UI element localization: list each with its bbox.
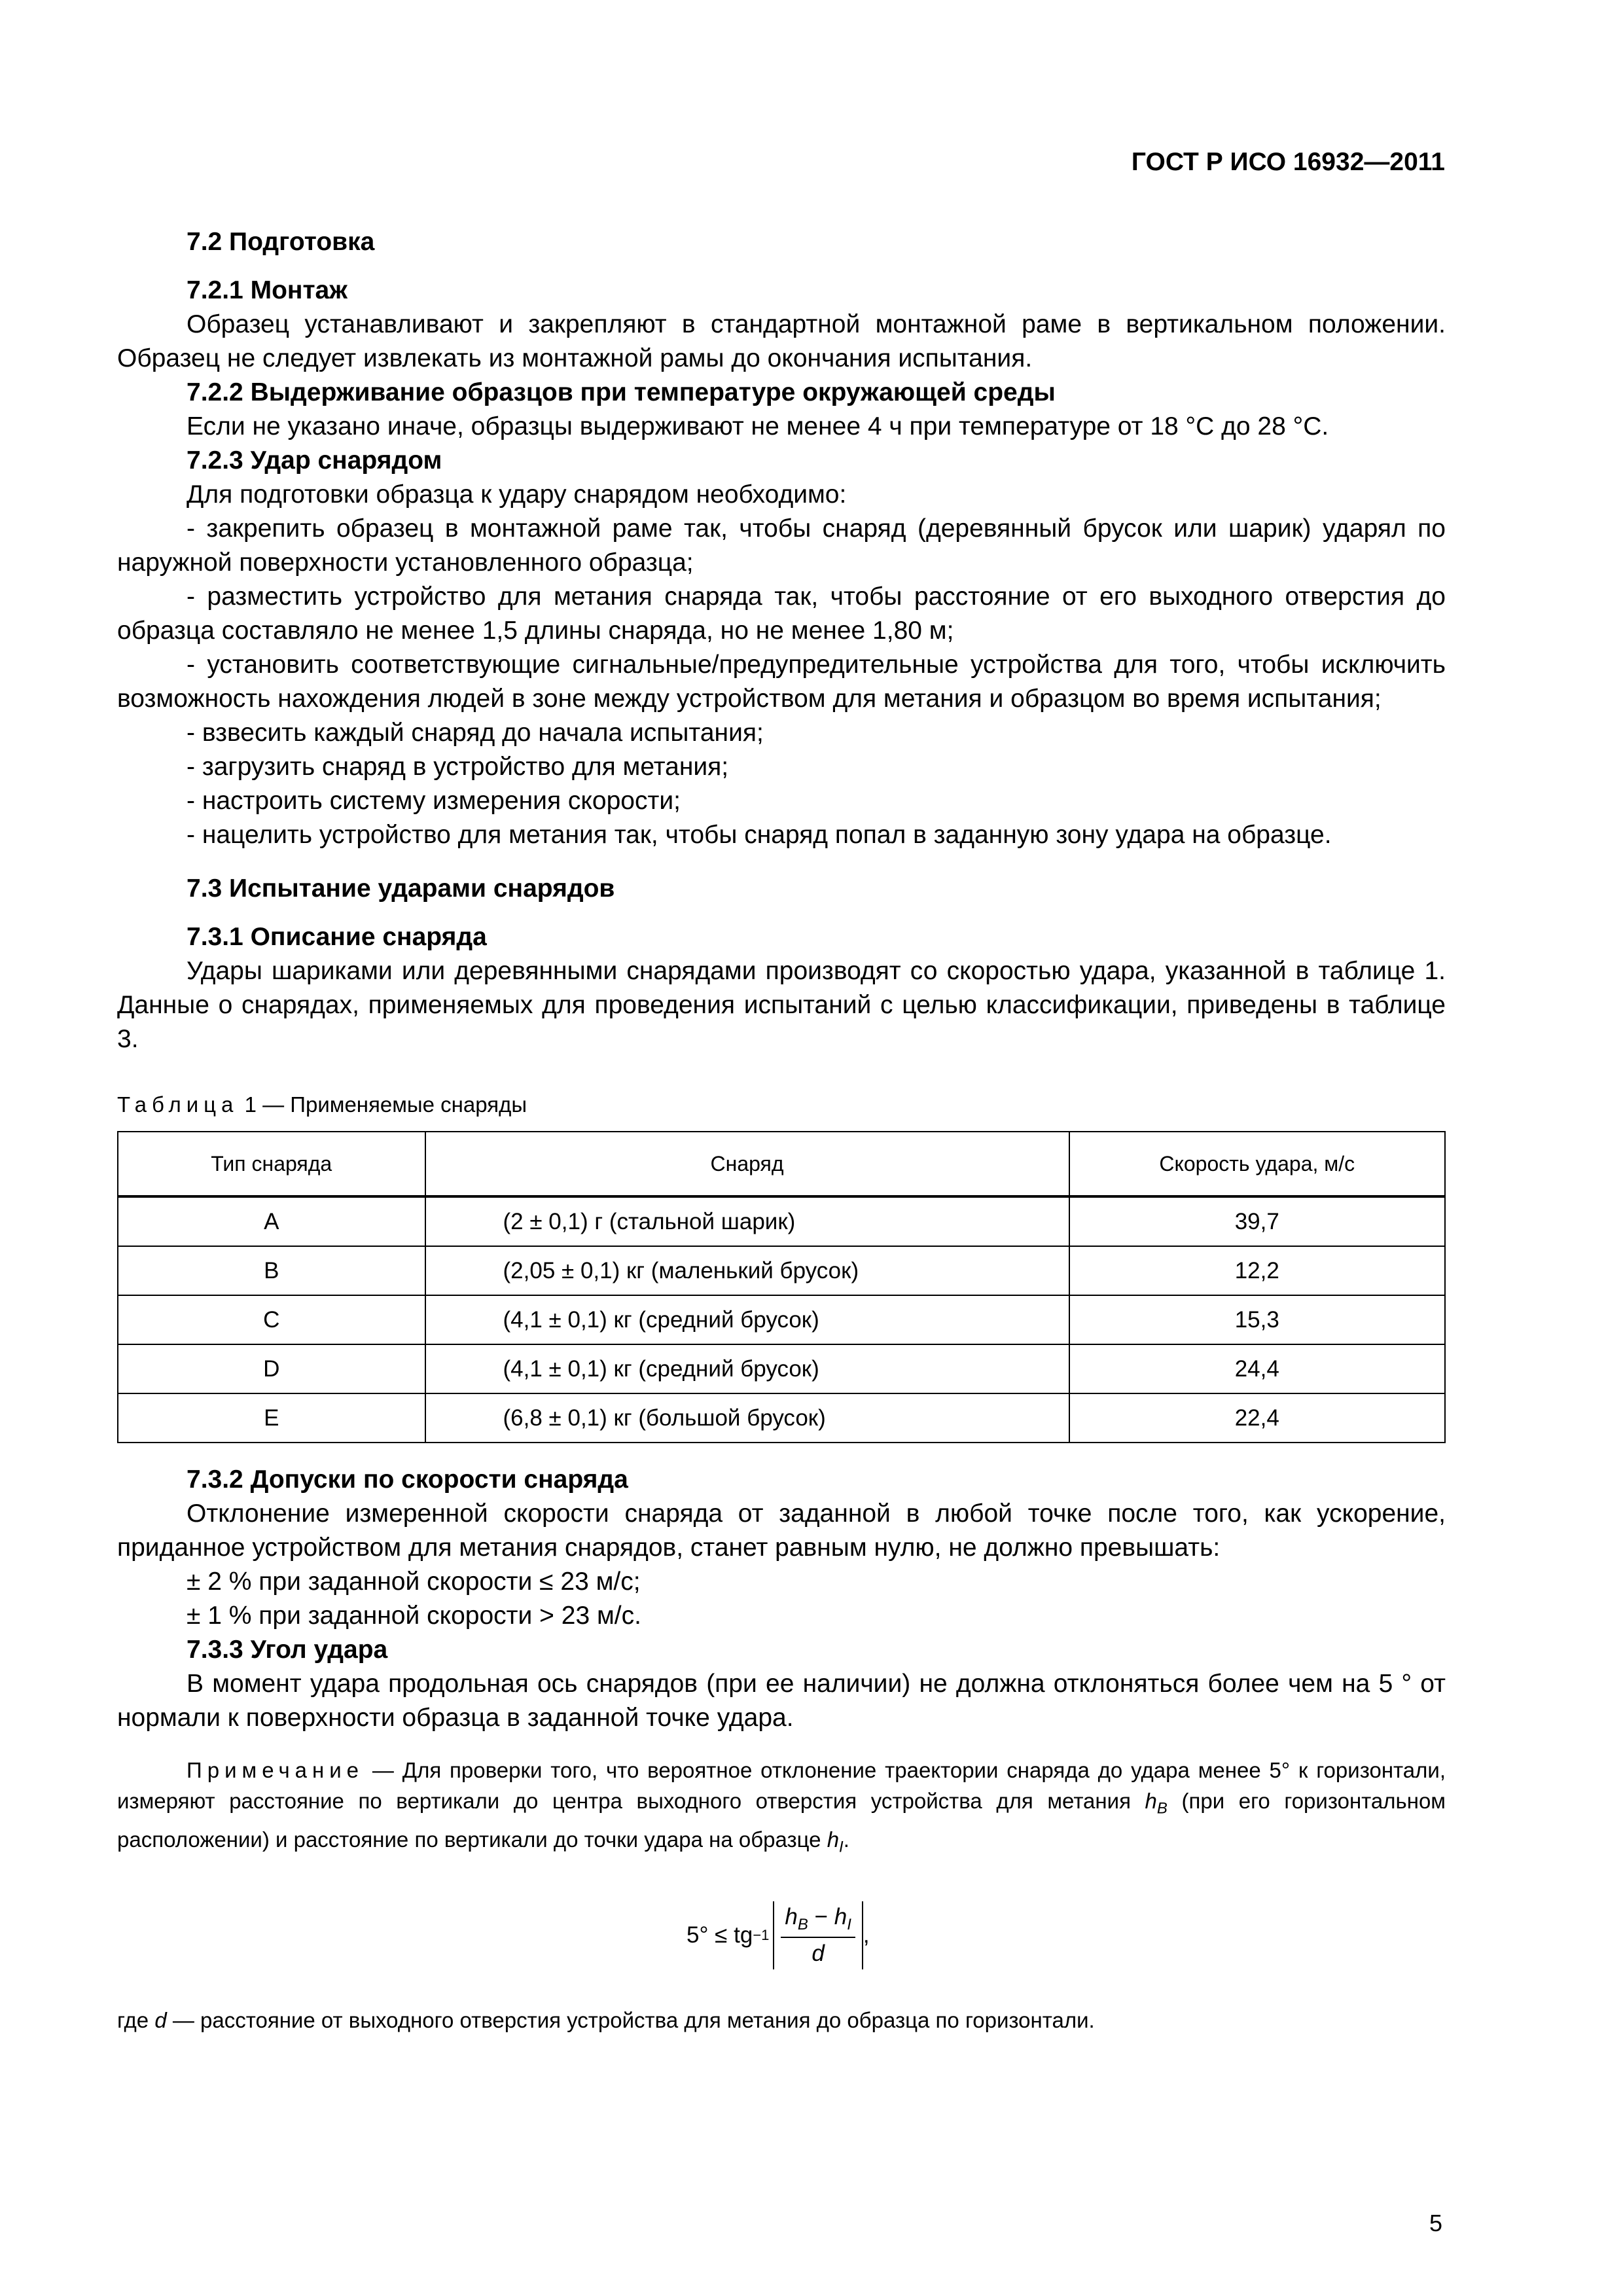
page-content [117,225,1446,2036]
cell-speed: 39,7 [1069,1196,1445,1246]
section-7-3-title: 7.3 Испытание ударами снарядов [187,874,615,903]
list-item: - загрузить снаряд в устройство для метания; [187,753,729,781]
formula-numerator [781,1904,855,1938]
cell-speed: 12,2 [1069,1246,1445,1295]
cell-type: B [118,1246,425,1295]
section-7-2-1-text: Образец устанавливают и закрепляют в стандартной монтажной раме в вертикальном положении. Образец не следует извлекать из монтажной рамы до окончания испытания. [117,310,1446,372]
formula [687,1901,870,1969]
section-7-2-3-intro: Для подготовки образца к удару снарядом необходимо: [187,480,847,509]
note-text-a: — Для проверки того, что вероятное отклонение траектории снаряда до удара менее 5° к горизонтали, измеряют расстояние по вертикали до центра выходного отверстия устройства для метания [117,1758,1446,1813]
cell-speed: 15,3 [1069,1295,1445,1344]
list-item: - установить соответствующие сигнальные/предупредительные устройства для того, чтобы исключить возможность нахождения людей в зоне между устройством для метания и образцом во время испытания; [117,651,1446,713]
projectiles-table [117,1131,1446,1443]
column-header-speed: Скорость удара, м/с [1069,1132,1445,1196]
tolerance-item: ± 2 % при заданной скорости ≤ 23 м/с; [187,1568,641,1596]
list-item: - настроить систему измерения скорости; [187,787,681,815]
list-item: - разместить устройство для метания снаряда так, чтобы расстояние от его выходного отверстия до образца составляло не менее 1,5 длины снаряда, но не менее 1,80 м; [117,583,1446,645]
page-number: 5 [1429,2210,1442,2236]
formula-fraction [781,1904,855,1967]
section-7-3-2-title: 7.3.2 Допуски по скорости снаряда [187,1465,628,1494]
formula-abs [773,1901,863,1969]
section-7-3-1-title: 7.3.1 Описание снаряда [187,923,487,951]
document-code-header: ГОСТ Р ИСО 16932—2011 [1131,148,1445,176]
section-7-3-2-text: Отклонение измеренной скорости снаряда от заданной в любой точке после того, как ускорение, приданное устройством для метания снарядов, станет равным нулю, не должно превышать: [117,1499,1446,1562]
table-row [118,1295,1445,1344]
cell-type: A [118,1196,425,1246]
cell-speed: 24,4 [1069,1344,1445,1393]
section-7-3-1-text: Удары шариками или деревянными снарядами производят со скоростью удара, указанной в таблице 1. Данные о снарядах, применяемых для проведения испытаний с целью классификации, приведены в таблице 3. [117,957,1446,1053]
list-item: - нацелить устройство для метания так, чтобы снаряд попал в заданную зону удара на образце. [187,821,1332,849]
table-row [118,1393,1445,1443]
note-paragraph [117,1755,1446,1862]
column-header-type: Тип снаряда [118,1132,425,1196]
list-item: - закрепить образец в монтажной раме так, чтобы снаряд (деревянный брусок или шарик) ударял по наружной поверхности установленного образца; [117,514,1446,577]
where-prefix: где [117,2008,155,2033]
section-7-3-3-text: В момент удара продольная ось снарядов (при ее наличии) не должна отклоняться более чем на 5 ° от нормали к поверхности образца в заданной точке удара. [117,1670,1446,1732]
cell-projectile: (2,05 ± 0,1) кг (маленький брусок) [425,1246,1069,1295]
section-7-2-1-title: 7.2.1 Монтаж [187,276,348,304]
section-7-2-3-title: 7.2.3 Удар снарядом [187,446,442,475]
cell-projectile: (4,1 ± 0,1) кг (средний брусок) [425,1344,1069,1393]
section-7-2-2-text: Если не указано иначе, образцы выдерживают не менее 4 ч при температуре от 18 °С до 28 °С. [187,412,1329,440]
var-hB: h [1145,1789,1157,1813]
num-sub2: I [847,1916,851,1934]
var-hI: h [827,1827,840,1852]
table-row [118,1246,1445,1295]
formula-trail: , [863,1922,870,1948]
where-text: — расстояние от выходного отверстия устройства для метания до образца по горизонтали. [166,2008,1095,2033]
formula-lhs: 5° ≤ tg [687,1922,753,1948]
cell-projectile: (2 ± 0,1) г (стальной шарик) [425,1196,1069,1246]
table-row [118,1196,1445,1246]
cell-type: D [118,1344,425,1393]
sub-I: I [839,1838,844,1856]
formula-sup: −1 [753,1927,770,1944]
cell-speed: 22,4 [1069,1393,1445,1443]
num-sub1: B [797,1916,808,1934]
cell-type: E [118,1393,425,1443]
table-row [118,1344,1445,1393]
column-header-projectile: Снаряд [425,1132,1069,1196]
formula-block [117,1888,1446,2000]
cell-projectile: (6,8 ± 0,1) кг (большой брусок) [425,1393,1069,1443]
where-paragraph [117,2005,1446,2036]
sub-B: B [1156,1799,1168,1818]
table-caption-rest: 1 — Применяемые снаряды [244,1092,527,1117]
section-7-3-3-title: 7.3.3 Угол удара [187,1636,388,1664]
num-h1: h [785,1904,798,1930]
table-caption-word: Таблица [117,1092,239,1117]
cell-projectile: (4,1 ± 0,1) кг (средний брусок) [425,1295,1069,1344]
table-1-caption [117,1090,1446,1119]
section-7-2-2-title: 7.2.2 Выдерживание образцов при температуре окружающей среды [187,378,1056,406]
table-header-row [118,1132,1445,1196]
note-text-b: (при его горизонтальном расположении) и расстояние по вертикали до точки удара на образце [117,1789,1446,1852]
formula-denominator: d [812,1941,825,1967]
num-minus: − [808,1904,834,1930]
cell-type: C [118,1295,425,1344]
list-item: - взвесить каждый снаряд до начала испытания; [187,719,764,747]
note-label: Примечание [187,1758,365,1782]
where-var: d [154,2008,167,2033]
tolerance-item: ± 1 % при заданной скорости > 23 м/с. [187,1602,641,1630]
num-h2: h [834,1904,847,1930]
note-text-c: . [843,1827,849,1852]
section-7-2-title: 7.2 Подготовка [187,228,375,256]
